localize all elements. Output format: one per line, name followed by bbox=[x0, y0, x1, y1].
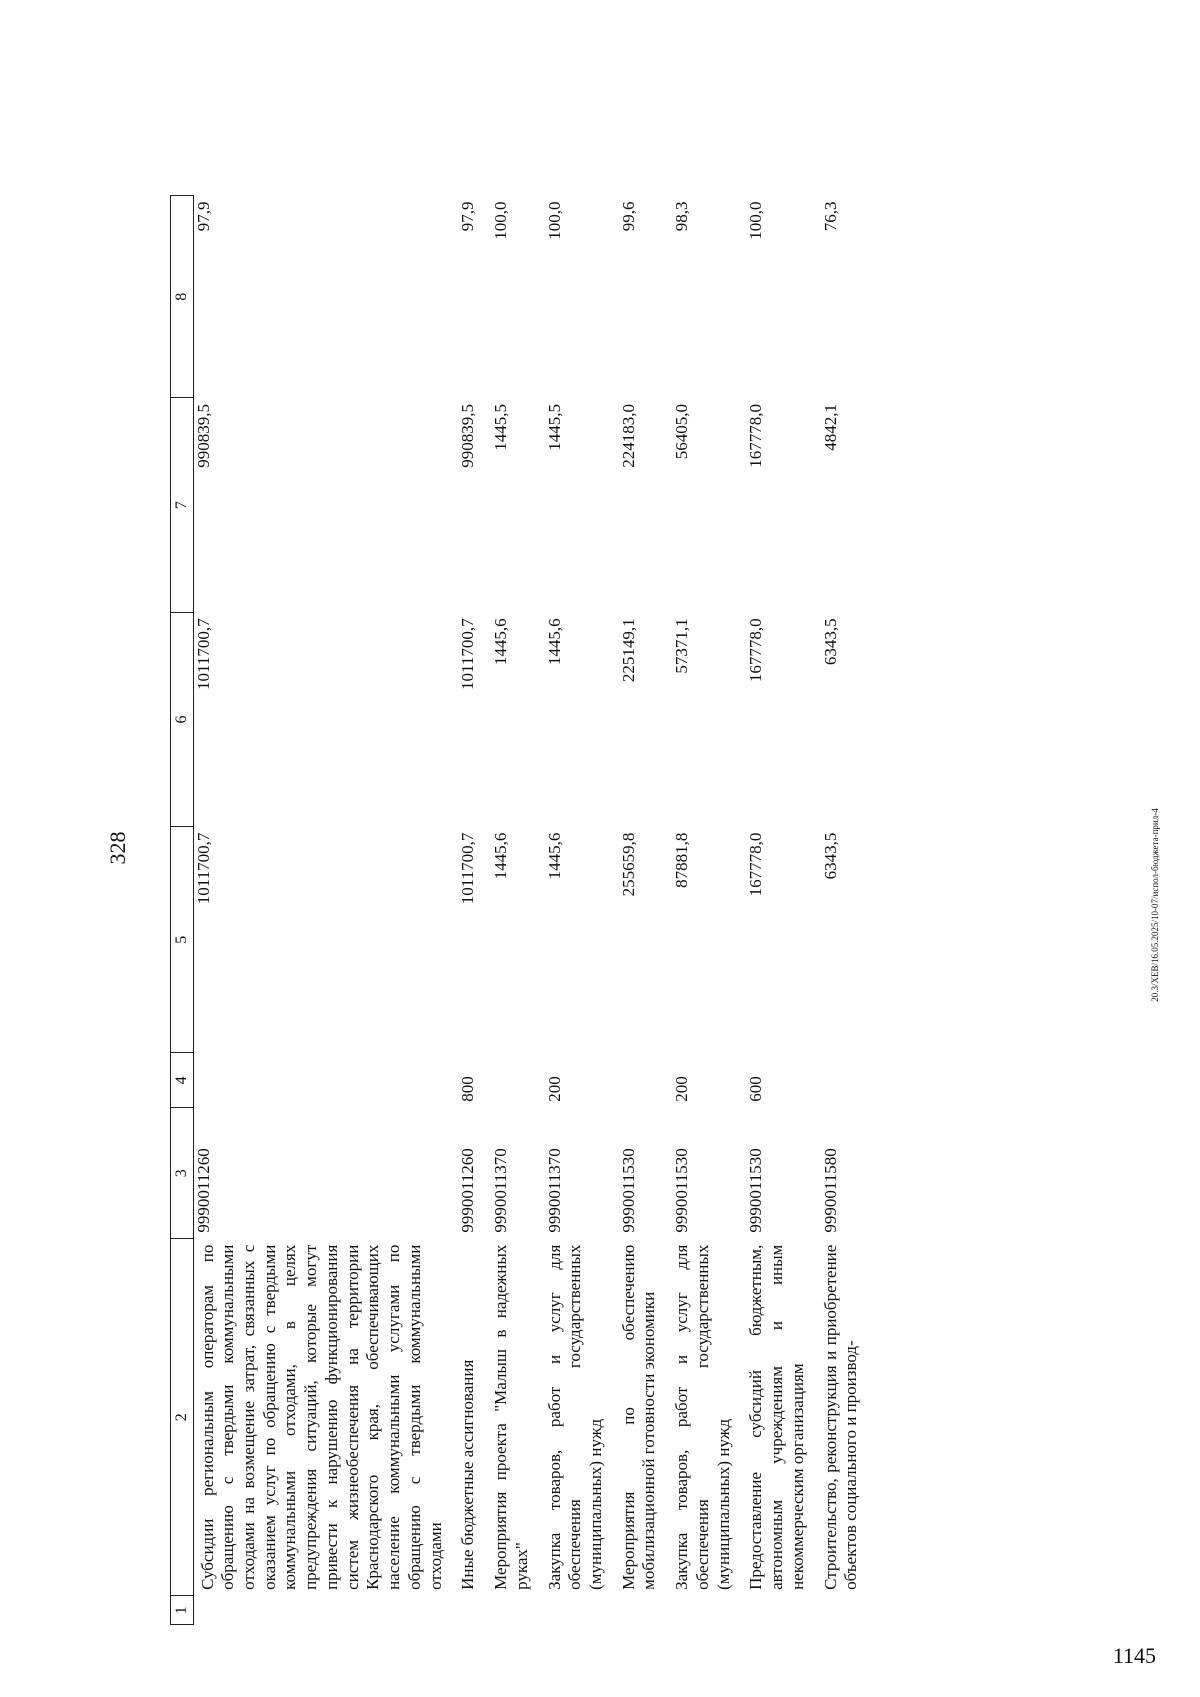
row-csr-cell: 9990011530 bbox=[618, 1148, 638, 1233]
row-col6-cell: 167778,0 bbox=[746, 618, 766, 683]
row-col6-cell: 1445,6 bbox=[544, 618, 564, 666]
row-index-cell bbox=[615, 1596, 668, 1625]
row-col6-cell: 1011700,7 bbox=[458, 618, 478, 690]
row-col8-cell: 98,3 bbox=[672, 201, 692, 232]
row-csr-cell: 9990011260 bbox=[458, 1148, 478, 1233]
row-name-cell: Закупка товаров, работ и услуг для обеспечения государственных (муниципальных) нужд bbox=[544, 1244, 605, 1590]
row-vr-cell: 600 bbox=[746, 1076, 766, 1102]
row-csr-cell: 9990011260 bbox=[193, 1148, 213, 1233]
row-col6-cell: 1011700,7 bbox=[193, 618, 213, 690]
row-name-cell: Мероприятия проекта "Малыш в надежных руках" bbox=[491, 1244, 531, 1590]
row-col8-cell: 100,0 bbox=[491, 201, 511, 240]
row-vr-cell: 200 bbox=[544, 1076, 564, 1102]
row-index-cell bbox=[817, 1596, 870, 1625]
row-index-cell bbox=[454, 1596, 487, 1625]
row-col7-cell: 1445,5 bbox=[491, 403, 511, 451]
table-row bbox=[615, 196, 668, 1625]
row-col7-cell: 167778,0 bbox=[746, 403, 766, 468]
row-csr-cell: 9990011370 bbox=[544, 1148, 564, 1233]
row-vr-cell: 800 bbox=[458, 1076, 478, 1102]
row-col7-cell: 1445,5 bbox=[544, 403, 564, 451]
header-col-8: 8 bbox=[171, 196, 194, 398]
row-index-cell bbox=[541, 1596, 615, 1625]
row-col7-cell: 4842,1 bbox=[820, 403, 840, 451]
row-csr-cell: 9990011370 bbox=[491, 1148, 511, 1233]
row-col7-cell: 990839,5 bbox=[193, 403, 213, 468]
row-col8-cell: 99,6 bbox=[618, 201, 638, 232]
row-col5-cell: 1445,6 bbox=[491, 832, 511, 880]
row-col5-cell: 167778,0 bbox=[746, 832, 766, 897]
row-col8-cell: 100,0 bbox=[746, 201, 766, 240]
table-row bbox=[193, 196, 454, 1625]
page-number: 328 bbox=[105, 831, 130, 865]
row-col6-cell: 57371,1 bbox=[672, 618, 692, 674]
row-col5-cell: 1011700,7 bbox=[458, 832, 478, 905]
row-col5-cell: 6343,5 bbox=[820, 832, 840, 880]
row-index-cell bbox=[742, 1596, 816, 1625]
sheet-number: 1145 bbox=[1112, 1643, 1156, 1668]
header-col-6: 6 bbox=[171, 612, 194, 826]
row-csr-cell: 9990011530 bbox=[746, 1148, 766, 1233]
row-vr-cell bbox=[193, 1053, 454, 1108]
row-vr-cell: 200 bbox=[672, 1076, 692, 1102]
row-name-cell: Мероприятия по обеспечению мобилизационной готовности экономики bbox=[618, 1244, 659, 1590]
table-header-row bbox=[171, 196, 194, 1625]
document-footer-code: 20.3/ХЕВ/16.05.2025/10-07/испол-бюджета-прил-4 bbox=[1150, 808, 1160, 1002]
row-name-cell: Строительство, реконструкция и приобретение объектов социального и производ- bbox=[820, 1244, 861, 1590]
row-col7-cell: 224183,0 bbox=[618, 403, 638, 468]
table-row bbox=[668, 196, 742, 1625]
row-col8-cell: 97,9 bbox=[193, 201, 213, 232]
row-csr-cell: 9990011580 bbox=[820, 1148, 840, 1233]
row-vr-cell bbox=[817, 1053, 870, 1108]
row-vr-cell bbox=[487, 1053, 540, 1108]
row-col5-cell: 255659,8 bbox=[618, 832, 638, 897]
header-col-4: 4 bbox=[171, 1053, 194, 1108]
row-col8-cell: 76,3 bbox=[820, 201, 840, 232]
row-col5-cell: 87881,8 bbox=[672, 832, 692, 888]
rotated-table-page bbox=[170, 195, 1200, 1625]
row-name-cell: Предоставление субсидий бюджетным, автономным учреждениям и иным некоммерческим организациям bbox=[746, 1244, 807, 1590]
header-col-2: 2 bbox=[171, 1239, 194, 1596]
row-col8-cell: 100,0 bbox=[544, 201, 564, 240]
table-row bbox=[541, 196, 615, 1625]
row-csr-cell: 9990011530 bbox=[672, 1148, 692, 1233]
row-name-cell: Субсидии региональным операторам по обращению с твердыми коммунальными отходами на возмещение затрат, связанных с оказанием услуг по обращению с твердыми коммунальными отходами, в целях предупреждения ситуаций, которые могут привести к нарушению функционирования систем жизнеобеспечения на территории Краснодарского края, обеспечивающих население коммунальными услугами по обращению с твердыми коммунальными отходами bbox=[197, 1244, 445, 1590]
header-col-3: 3 bbox=[171, 1108, 194, 1239]
header-col-7: 7 bbox=[171, 398, 194, 612]
row-col7-cell: 990839,5 bbox=[458, 403, 478, 468]
row-index-cell bbox=[668, 1596, 742, 1625]
table-row bbox=[487, 196, 540, 1625]
table-row bbox=[454, 196, 487, 1625]
row-col5-cell: 1445,6 bbox=[544, 832, 564, 880]
row-col6-cell: 225149,1 bbox=[618, 618, 638, 683]
row-name-cell: Иные бюджетные ассигнования bbox=[458, 1359, 478, 1590]
row-col6-cell: 1445,6 bbox=[491, 618, 511, 666]
row-vr-cell bbox=[615, 1053, 668, 1108]
row-col6-cell: 6343,5 bbox=[820, 618, 840, 666]
row-name-cell: Закупка товаров, работ и услуг для обеспечения государственных (муниципальных) нужд bbox=[672, 1244, 733, 1590]
row-index-cell bbox=[193, 1596, 454, 1625]
table-row bbox=[817, 196, 870, 1625]
row-col5-cell: 1011700,7 bbox=[193, 832, 213, 905]
row-col8-cell: 97,9 bbox=[458, 201, 478, 232]
row-col7-cell: 56405,0 bbox=[672, 403, 692, 460]
header-col-1: 1 bbox=[171, 1596, 194, 1625]
budget-table bbox=[170, 195, 870, 1625]
header-col-5: 5 bbox=[171, 827, 194, 1053]
row-index-cell bbox=[487, 1596, 540, 1625]
table-row bbox=[742, 196, 816, 1625]
